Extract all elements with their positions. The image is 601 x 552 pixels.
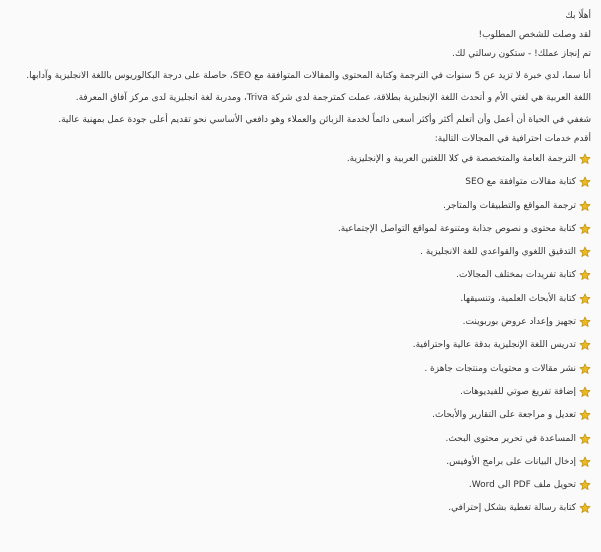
star-icon — [579, 316, 591, 328]
list-item — [10, 245, 591, 259]
intro-line-1: لقد وصلت للشخص المطلوب! — [478, 30, 591, 40]
list-item — [10, 222, 591, 236]
bio-paragraph-2: اللغة العربية هي لغتي الأم و أتحدث اللغة الإنجليزية بطلاقة، عملت كمترجمة لدى شركة Triva، ومدربة لغة انجليزية لدى مركز آفاق المعرفة. — [75, 93, 591, 103]
star-icon — [579, 363, 591, 375]
service-label: تحويل ملف PDF الى Word. — [468, 480, 576, 491]
service-label: تجهيز وإعداد عروض بوربوينت. — [462, 317, 576, 328]
service-label: كتابة الأبحاث العلمية، وتنسيقها. — [460, 293, 576, 304]
list-item — [10, 501, 591, 515]
star-icon — [579, 502, 591, 514]
greeting: أهلًا بك — [565, 11, 591, 21]
list-item — [10, 175, 591, 189]
service-label: التدقيق اللغوي والقواعدي للغة الانجليزية . — [420, 247, 576, 258]
list-item — [10, 432, 591, 446]
intro-line-2: تم إنجاز عملك! - ستكون رسالتي لك. — [452, 49, 591, 59]
list-item — [10, 385, 591, 399]
list-item — [10, 152, 591, 166]
list-item — [10, 199, 591, 213]
star-icon — [579, 200, 591, 212]
service-label: الترجمة العامة والمتخصصة في كلا اللغتين العربية و الإنجليزية. — [346, 154, 576, 164]
star-icon — [579, 409, 591, 421]
service-label: المساعدة في تحرير محتوى البحث. — [445, 433, 576, 444]
star-icon — [579, 269, 591, 281]
service-label: كتابة رسالة تغطية بشكل إحترافي. — [448, 503, 576, 514]
bio-paragraph-1: أنا سما، لدي خبرة لا تزيد عن 5 سنوات في الترجمة وكتابة المحتوى والمقالات المتوافقة مع SEO، حاصلة على درجة البكالوريوس باللغة الانجليزية وآدابها. — [26, 71, 591, 81]
star-icon — [579, 456, 591, 468]
list-item — [10, 292, 591, 306]
list-item — [10, 478, 591, 492]
service-label: كتابة محتوى و نصوص جذابة ومتنوعة لمواقع التواصل الإجتماعية. — [337, 223, 576, 234]
list-item — [10, 268, 591, 282]
services-list — [10, 152, 591, 515]
list-item — [10, 362, 591, 376]
star-icon — [579, 433, 591, 445]
service-label: كتابة تفريدات بمختلف المجالات. — [456, 270, 576, 281]
service-label: ترجمة المواقع والتطبيقات والمتاجر. — [443, 200, 576, 211]
list-item — [10, 338, 591, 352]
service-label: إضافة تفريغ صوتي للفيديوهات. — [460, 386, 576, 397]
star-icon — [579, 246, 591, 258]
star-icon — [579, 386, 591, 398]
list-item — [10, 408, 591, 422]
service-label: كتابة مقالات متوافقة مع SEO — [465, 177, 576, 188]
services-heading: أقدم خدمات احترافية في المجالات التالية: — [434, 134, 591, 144]
star-icon — [579, 339, 591, 351]
service-label: نشر مقالات و محتويات ومنتجات جاهزة . — [424, 363, 576, 374]
service-label: تدريس اللغة الإنجليزية بدقة عالية واحترافية. — [412, 340, 576, 351]
star-icon — [579, 479, 591, 491]
star-icon — [579, 223, 591, 235]
list-item — [10, 455, 591, 469]
bio-paragraph-3: شغفي في الحياة أن أعمل وأن أتعلم أكثر وأكثر أسعى دائماً لخدمة الزبائن والعملاء وهو دافعي الأساسي نحو تقديم أعلى جودة عمل بمهنية عالية. — [58, 115, 591, 125]
service-label: إدخال البيانات على برامج الأوفيس. — [446, 456, 576, 467]
star-icon — [579, 293, 591, 305]
star-icon — [579, 153, 591, 165]
list-item — [10, 315, 591, 329]
service-label: تعديل و مراجعة على التقارير والأبحاث. — [432, 410, 576, 421]
star-icon — [579, 176, 591, 188]
